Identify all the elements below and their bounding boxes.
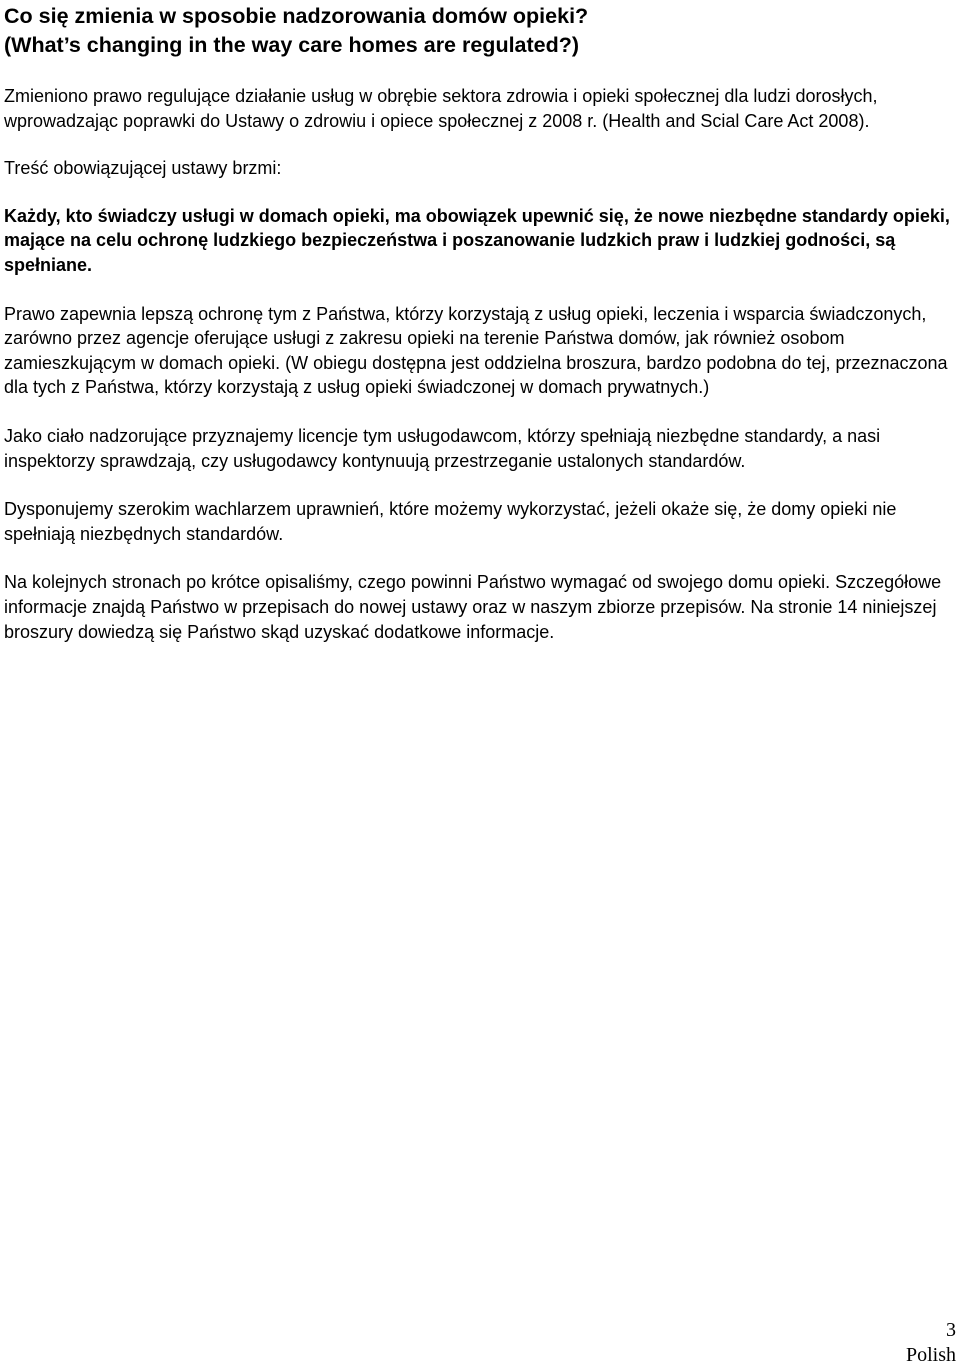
page-number: 3: [946, 1319, 956, 1341]
language-label: Polish: [905, 1344, 956, 1366]
intro-paragraph: Zmieniono prawo regulujące działanie usług w obrębie sektora zdrowia i opieki społecznej dla ludzi dorosłych, wprowadzając poprawki do Ustawy o zdrowiu i opiece społecznej z 2008 r. (Health and Scial Care Act 2008).: [4, 86, 878, 131]
protection-paragraph: Prawo zapewnia lepszą ochronę tym z Państwa, którzy korzystają z usług opieki, leczenia i wsparcia świadczonych, zarówno przez agencje oferujące usługi z zakresu opieki na terenie Państwa domów, jak również osobom zamieszkującym w domach opieki. (W obiegu dostępna jest oddzielna broszura, bardzo podobna do tej, przeznaczona dla tych z Państwa, którzy korzystają z usług opieki świadczonej w domach prywatnych.): [4, 303, 948, 398]
page-footer: [906, 1318, 956, 1368]
next-pages-paragraph: Na kolejnych stronach po krótce opisaliśmy, czego powinni Państwo wymagać od swojego domu opieki. Szczegółowe informacje znajdą Państwo w przepisach do nowej ustawy oraz w naszym zbiorze przepisów. Na stronie 14 niniejszej broszury dowiedzą się Państwo skąd uzyskać dodatkowe informacje.: [4, 572, 942, 642]
heading-polish: Co się zmienia w sposobie nadzorowania domów opieki?: [4, 4, 589, 28]
page-heading: [4, 0, 954, 60]
powers-paragraph: Dysponujemy szerokim wachlarzem uprawnień, które możemy wykorzystać, jeżeli okaże się, że domy opieki nie spełniają niezbędnych standardów.: [4, 499, 897, 544]
act-lead-paragraph: Treść obowiązującej ustawy brzmi:: [4, 158, 282, 179]
act-quote-paragraph: Każdy, kto świadczy usługi w domach opieki, ma obowiązek upewnić się, że nowe niezbędne standardy opieki, mające na celu ochronę ludzkiego bezpieczeństwa i poszanowanie ludzkich praw i ludzkiej godności, są spełniane.: [4, 205, 950, 275]
document-page: [4, 0, 954, 644]
licensing-paragraph: Jako ciało nadzorujące przyznajemy licencje tym usługodawcom, którzy spełniają niezbędne standardy, a nasi inspektorzy sprawdzają, czy usługodawcy kontynuują przestrzeganie ustalonych standardów.: [4, 425, 881, 471]
heading-english: (What’s changing in the way care homes are regulated?): [4, 33, 580, 57]
